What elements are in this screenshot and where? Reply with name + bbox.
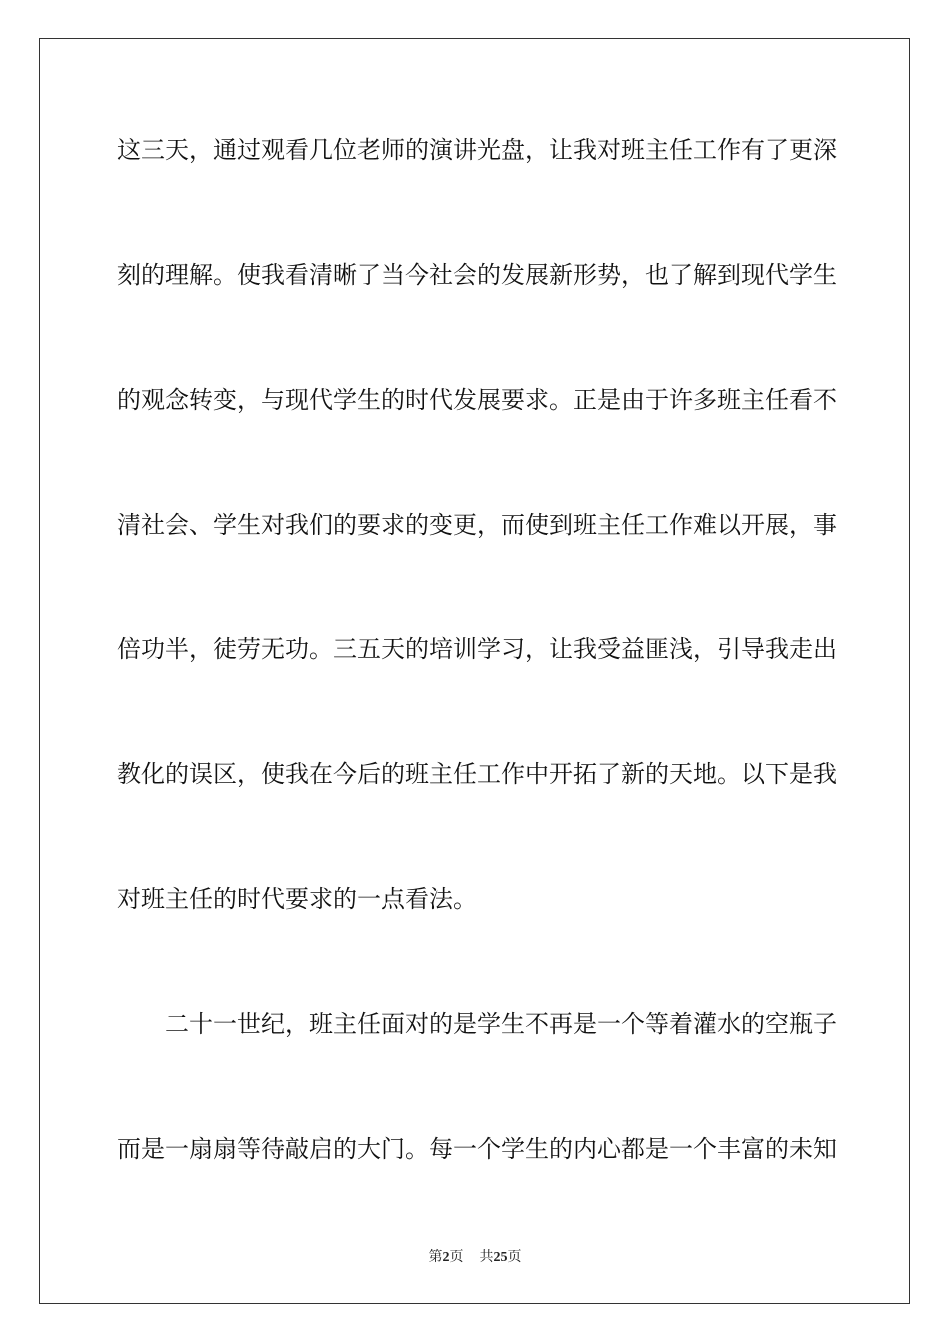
footer-current-page: 2 bbox=[442, 1250, 450, 1265]
footer-total-suffix: 页 bbox=[507, 1249, 522, 1265]
paragraph-line-8: 二十一世纪，班主任面对的是学生不再是一个等着灌水的空瓶子 bbox=[165, 1010, 837, 1038]
footer-total-pages: 25 bbox=[493, 1250, 508, 1265]
paragraph-line-6: 教化的误区，使我在今后的班主任工作中开拓了新的天地。以下是我 bbox=[117, 760, 837, 788]
footer-page-prefix: 第 bbox=[428, 1249, 443, 1265]
paragraph-line-9: 而是一扇扇等待敲启的大门。每一个学生的内心都是一个丰富的未知 bbox=[117, 1135, 837, 1163]
page-border bbox=[39, 38, 910, 1304]
paragraph-line-3: 的观念转变，与现代学生的时代发展要求。正是由于许多班主任看不 bbox=[117, 386, 837, 414]
paragraph-line-4: 清社会、学生对我们的要求的变更，而使到班主任工作难以开展，事 bbox=[117, 511, 837, 539]
paragraph-line-2: 刻的理解。使我看清晰了当今社会的发展新形势，也了解到现代学生 bbox=[117, 261, 837, 289]
paragraph-line-7: 对班主任的时代要求的一点看法。 bbox=[117, 885, 477, 913]
footer-total-prefix: 共 bbox=[479, 1249, 494, 1265]
paragraph-line-1: 这三天，通过观看几位老师的演讲光盘，让我对班主任工作有了更深 bbox=[117, 136, 837, 164]
page-footer bbox=[0, 1248, 950, 1267]
footer-page-suffix: 页 bbox=[449, 1249, 464, 1265]
paragraph-line-5: 倍功半，徒劳无功。三五天的培训学习，让我受益匪浅，引导我走出 bbox=[117, 635, 837, 663]
